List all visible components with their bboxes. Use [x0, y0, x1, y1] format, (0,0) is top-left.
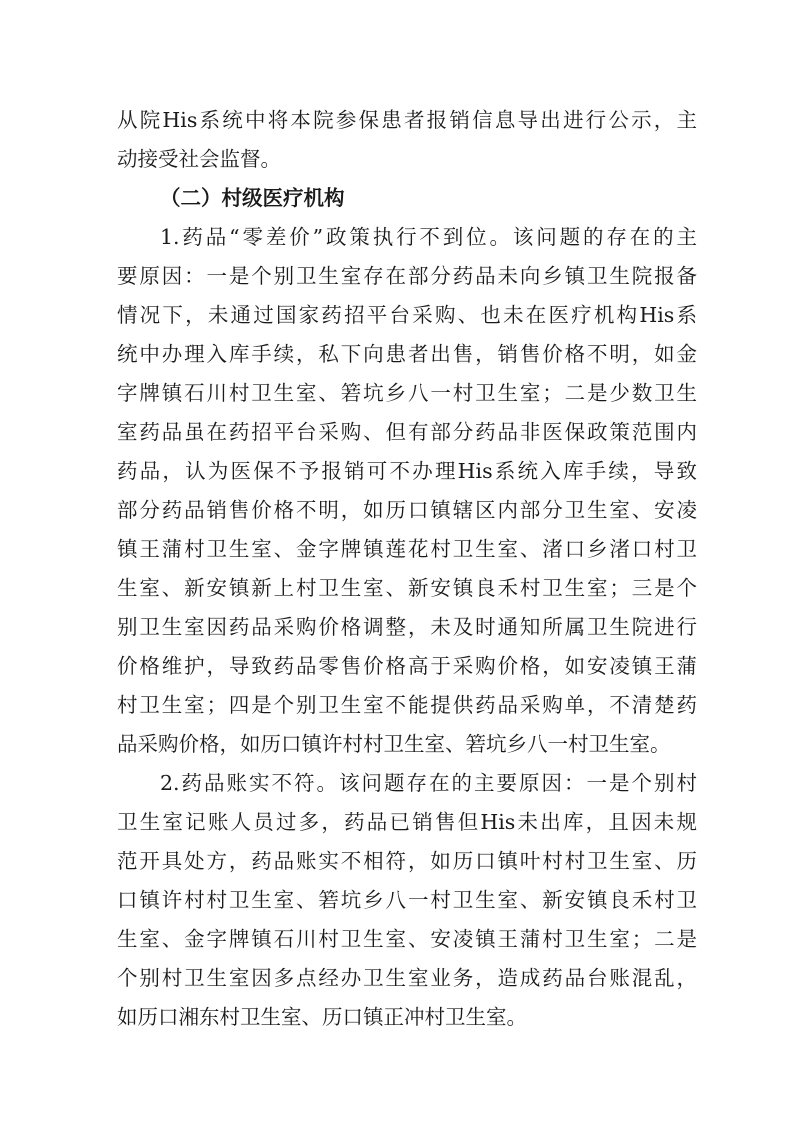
text-line: 从院His系统中将本院参保患者报销信息导出进行公示，主 — [117, 108, 697, 132]
paragraph-1-line: 室药品虽在药招平台采购、但有部分药品非医保政策范围内 — [117, 420, 697, 444]
paragraph-2-line: 口镇许村村卫生室、箬坑乡八一村卫生室、新安镇良禾村卫 — [117, 888, 697, 912]
paragraph-1-line: 村卫生室；四是个别卫生室不能提供药品采购单，不清楚药 — [117, 693, 697, 717]
paragraph-2-line: 2.药品账实不符。该问题存在的主要原因：一是个别村 — [160, 771, 697, 795]
paragraph-1-line: 药品，认为医保不予报销可不办理His系统入库手续，导致 — [117, 459, 697, 483]
paragraph-1-line: 字牌镇石川村卫生室、箬坑乡八一村卫生室；二是少数卫生 — [117, 381, 697, 405]
text-line: 动接受社会监督。 — [117, 147, 281, 171]
paragraph-1-line: 价格维护，导致药品零售价格高于采购价格，如安凌镇王蒲 — [117, 654, 697, 678]
paragraph-2-line: 生室、金字牌镇石川村卫生室、安凌镇王蒲村卫生室；二是 — [117, 927, 697, 951]
paragraph-1-line: 要原因：一是个别卫生室存在部分药品未向乡镇卫生院报备 — [117, 264, 697, 288]
paragraph-1-line: 1.药品“零差价”政策执行不到位。该问题的存在的主 — [160, 225, 697, 249]
paragraph-2-line: 范开具处方，药品账实不相符，如历口镇叶村村卫生室、历 — [117, 849, 697, 873]
paragraph-2-line: 卫生室记账人员过多，药品已销售但His未出库，且因未规 — [117, 810, 697, 834]
paragraph-1-line: 生室、新安镇新上村卫生室、新安镇良禾村卫生室；三是个 — [117, 576, 697, 600]
paragraph-2-line: 个别村卫生室因多点经办卫生室业务，造成药品台账混乱， — [117, 966, 697, 990]
paragraph-1-line: 情况下，未通过国家药招平台采购、也未在医疗机构His系 — [117, 303, 697, 327]
paragraph-1-line: 部分药品销售价格不明，如历口镇辖区内部分卫生室、安凌 — [117, 498, 697, 522]
paragraph-1-line: 品采购价格，如历口镇许村村卫生室、箬坑乡八一村卫生室。 — [117, 732, 671, 756]
paragraph-1-line: 镇王蒲村卫生室、金字牌镇莲花村卫生室、渚口乡渚口村卫 — [117, 537, 697, 561]
section-heading: （二）村级医疗机构 — [160, 186, 345, 210]
paragraph-1-line: 别卫生室因药品采购价格调整，未及时通知所属卫生院进行 — [117, 615, 697, 639]
paragraph-2-line: 如历口湘东村卫生室、历口镇正冲村卫生室。 — [117, 1005, 527, 1029]
paragraph-1-line: 统中办理入库手续，私下向患者出售，销售价格不明，如金 — [117, 342, 697, 366]
